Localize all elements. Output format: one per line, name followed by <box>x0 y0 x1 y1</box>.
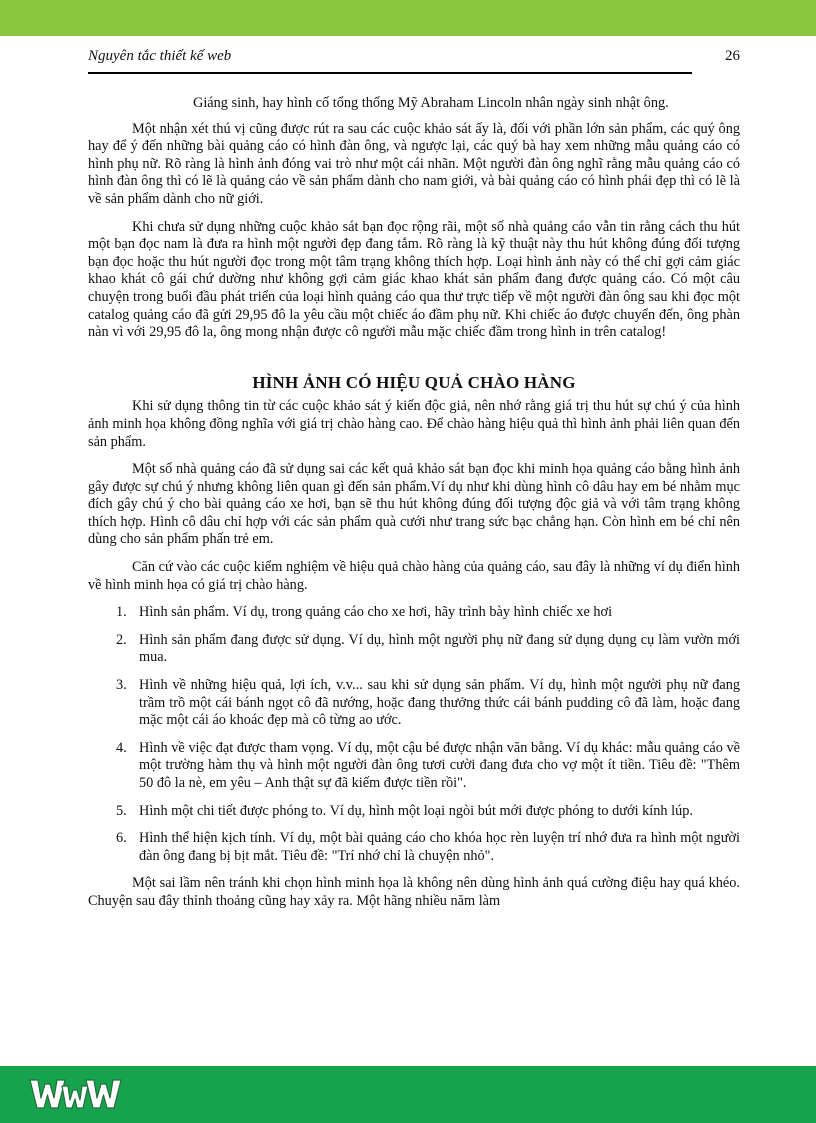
page-number: 26 <box>725 48 740 64</box>
list-item-text: Hình một chi tiết được phóng to. Ví dụ, hình một loại ngòi bút mới được phóng to dưới kính lúp. <box>139 802 693 819</box>
list-item-text: Hình về những hiệu quả, lợi ích, v.v... sau khi sử dụng sản phẩm. Ví dụ, hình một người phụ nữ đang trầm trồ một cái bánh ngọt cô đã nướng, hoặc đang thưởng thức cái bánh pudding cô đã làm, hoặc đang mặc một cái áo khoác đẹp mà cô từng ao ước. <box>139 677 740 729</box>
paragraph: Một nhận xét thú vị cũng được rút ra sau các cuộc khảo sát ấy là, đối với phần lớn sản phẩm, các quý ông hay để ý đến những bài quảng cáo có hình đàn ông, và ngược lại, các quý bà hay xem những mẫu quảng cáo có hình phụ nữ. Rõ ràng là hình ảnh đóng vai trò như một cái nhãn. Một người đàn ông nghĩ rằng mẫu quảng cáo có hình đàn ông thì có lẽ là quảng cáo về sản phẩm dành cho nam giới, và bài quảng cáo có hình phái đẹp thì có lẽ là về sản phẩm dành cho nữ giới. <box>88 120 740 207</box>
paragraph: Khi chưa sử dụng những cuộc khảo sát bạn đọc rộng rãi, một số nhà quảng cáo vẫn tin rằng cách thu hút một bạn đọc nam là đưa ra hình một người đẹp đang tắm. Rõ ràng là kỹ thuật này thu hút không đúng đối tượng bạn đọc hoặc thu hút người đọc trong một tâm trạng không thích hợp. Loại hình ảnh này có thể chỉ gợi cảm giác khao khát cô gái chứ dường như không gợi cảm giác khao khát sản phẩm đang được quảng cáo. Có một câu chuyện trong buổi đầu phát triển của loại hình quảng cáo qua thư trực tiếp về một người đàn ông sau khi đọc một catalog quảng cáo đã gửi 29,95 đô la yêu cầu một chiếc áo đầm phụ nữ. Khi chiếc áo được chuyển đến, ông phàn nàn vì với 29,95 đô la, ông mong nhận được cô người mẫu mặc chiếc đầm trong hình in trên catalog! <box>88 218 740 341</box>
page-content <box>88 95 740 921</box>
list-item-text: Hình sản phẩm đang được sử dụng. Ví dụ, hình một người phụ nữ đang sử dụng dụng cụ làm vườn mới mua. <box>139 631 740 666</box>
list-item <box>88 632 740 667</box>
www-logo-icon <box>28 1074 124 1112</box>
list-number: 2. <box>116 631 127 648</box>
page-header <box>88 48 740 72</box>
list-item-text: Hình sản phẩm. Ví dụ, trong quảng cáo cho xe hơi, hãy trình bày hình chiếc xe hơi <box>139 604 613 621</box>
top-decorative-band <box>0 0 816 36</box>
example-list <box>88 604 740 865</box>
list-item <box>88 830 740 865</box>
list-item <box>88 604 740 622</box>
paragraph-continued: Giáng sinh, hay hình cố tổng thống Mỹ Abraham Lincoln nhân ngày sinh nhật ông. <box>193 95 669 111</box>
list-item <box>88 803 740 821</box>
www-logo <box>28 1074 124 1112</box>
document-title: Nguyên tắc thiết kế web <box>88 48 232 64</box>
list-number: 1. <box>116 604 127 621</box>
paragraph: Một số nhà quảng cáo đã sử dụng sai các kết quả khảo sát bạn đọc khi minh họa quảng cáo bằng hình ảnh gây được sự chú ý nhưng không liên quan gì đến sản phẩm.Ví dụ như khi dùng hình cô dâu hay em bé nhằm mục đích gây chú ý cho bài quảng cáo xe hơi, bạn sẽ thu hút không đúng đối tượng độc giả và với tâm trạng không thích hợp. Hình cô dâu chỉ hợp với các sản phẩm quà cưới như trang sức bạc chẳng hạn. Còn hình em bé chỉ nên dùng cho sản phẩm phấn trẻ em. <box>88 461 740 548</box>
paragraph: Một sai lầm nên tránh khi chọn hình minh họa là không nên dùng hình ảnh quá cường điệu hay quá khéo. Chuyện sau đây thỉnh thoảng cũng hay xảy ra. Một hãng nhiều năm làm <box>88 875 740 909</box>
list-item-text: Hình về việc đạt được tham vọng. Ví dụ, một cậu bé được nhận văn bằng. Ví dụ khác: mẫu quảng cáo về một trường hàm thụ và hình một người đàn ông tươi cười đang đưa cho vợ một ít tiền. Tiêu đề: "Thêm 50 đô la nè, em yêu – Anh thật sự đã kiếm được tiền rồi". <box>139 739 740 791</box>
paragraph: Khi sử dụng thông tin từ các cuộc khảo sát ý kiến độc giả, nên nhớ rằng giá trị thu hút sự chú ý của hình ảnh minh họa không đồng nghĩa với giá trị chào hàng cao. Để chào hàng hiệu quả thì hình ảnh phải liên quan đến sản phẩm. <box>88 398 740 450</box>
paragraph: Căn cứ vào các cuộc kiểm nghiệm về hiệu quả chào hàng của quảng cáo, sau đây là những ví dụ điển hình về hình minh họa có giá trị chào hàng. <box>88 559 740 593</box>
list-item <box>88 740 740 793</box>
list-item <box>88 677 740 730</box>
list-number: 5. <box>116 802 127 819</box>
list-number: 4. <box>116 739 127 756</box>
section-heading: HÌNH ẢNH CÓ HIỆU QUẢ CHÀO HÀNG <box>252 372 576 392</box>
list-item-text: Hình thể hiện kịch tính. Ví dụ, một bài quảng cáo cho khóa học rèn luyện trí nhớ đưa ra hình một người đàn ông đang bị bịt mắt. Tiêu đề: "Trí nhớ chỉ là chuyện nhỏ". <box>139 830 740 864</box>
list-number: 6. <box>116 830 127 847</box>
header-rule <box>88 72 692 74</box>
list-number: 3. <box>116 677 127 694</box>
